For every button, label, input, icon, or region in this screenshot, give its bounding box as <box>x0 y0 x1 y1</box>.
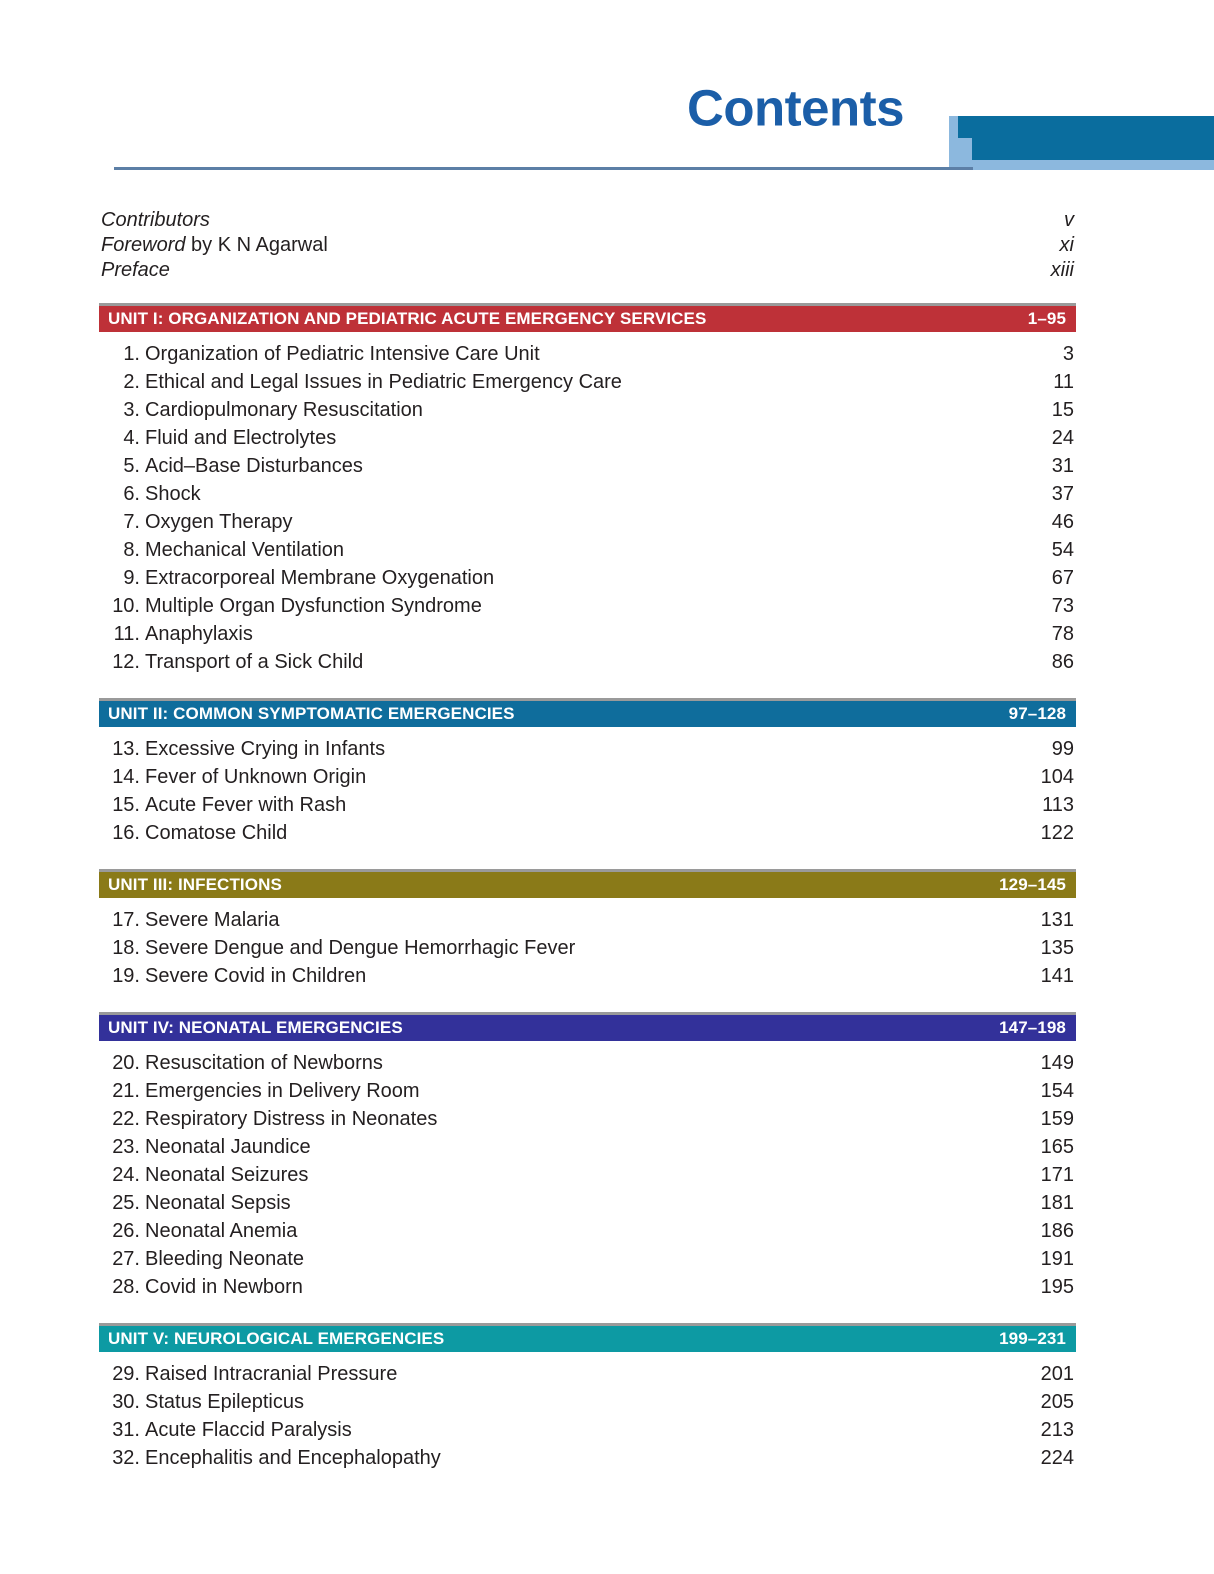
chapter-page-number: 15 <box>1051 399 1074 421</box>
chapter-title: Comatose Child <box>145 822 288 844</box>
chapter-title: Mechanical Ventilation <box>145 539 345 561</box>
chapter-row[interactable] <box>99 906 1076 934</box>
chapter-row[interactable] <box>99 962 1076 990</box>
chapter-number: 3. <box>123 399 140 421</box>
chapter-title: Neonatal Jaundice <box>145 1136 311 1158</box>
unit-page-range: 1–95 <box>1027 309 1066 328</box>
chapter-row[interactable] <box>99 1189 1076 1217</box>
frontmatter-row[interactable] <box>99 233 1076 258</box>
chapter-number: 10. <box>112 595 140 617</box>
chapter-page-number: 201 <box>1040 1363 1074 1385</box>
chapter-number: 20. <box>112 1052 140 1074</box>
chapter-row[interactable] <box>99 1245 1076 1273</box>
frontmatter-row[interactable] <box>99 258 1076 283</box>
chapter-title: Bleeding Neonate <box>145 1248 305 1270</box>
header-rule <box>114 167 973 170</box>
unit-page-range: 129–145 <box>999 875 1066 894</box>
page-title: Contents <box>687 79 904 137</box>
page-header <box>0 0 1214 178</box>
chapter-list <box>99 1360 1076 1472</box>
chapter-row[interactable] <box>99 1105 1076 1133</box>
frontmatter-list <box>99 208 1076 283</box>
chapter-page-number: 195 <box>1040 1276 1074 1298</box>
chapter-title: Emergencies in Delivery Room <box>145 1080 420 1102</box>
chapter-page-number: 165 <box>1040 1136 1074 1158</box>
chapter-row[interactable] <box>99 1388 1076 1416</box>
chapter-page-number: 149 <box>1040 1052 1074 1074</box>
chapter-number: 32. <box>112 1447 140 1469</box>
chapter-row[interactable] <box>99 791 1076 819</box>
chapter-title: Extracorporeal Membrane Oxygenation <box>145 567 495 589</box>
chapter-title: Fluid and Electrolytes <box>145 427 337 449</box>
chapter-page-number: 37 <box>1051 483 1074 505</box>
chapter-page-number: 3 <box>1062 343 1074 365</box>
chapter-page-number: 191 <box>1040 1248 1074 1270</box>
chapter-row[interactable] <box>99 340 1076 368</box>
header-decoration-dark-block <box>949 116 1214 160</box>
chapter-page-number: 67 <box>1051 567 1074 589</box>
chapter-row[interactable] <box>99 1161 1076 1189</box>
chapter-number: 8. <box>123 539 140 561</box>
chapter-page-number: 171 <box>1040 1164 1074 1186</box>
chapter-row[interactable] <box>99 424 1076 452</box>
chapter-page-number: 24 <box>1051 427 1074 449</box>
chapter-list <box>99 735 1076 847</box>
chapter-row[interactable] <box>99 480 1076 508</box>
unit-header-bar[interactable] <box>99 1015 1076 1041</box>
frontmatter-page-number: xiii <box>1050 259 1074 281</box>
chapter-page-number: 46 <box>1051 511 1074 533</box>
frontmatter-title: Preface <box>101 259 170 281</box>
chapter-row[interactable] <box>99 1273 1076 1301</box>
chapter-number: 1. <box>123 343 140 365</box>
chapter-number: 14. <box>112 766 140 788</box>
chapter-row[interactable] <box>99 1133 1076 1161</box>
chapter-number: 11. <box>113 623 140 645</box>
chapter-number: 25. <box>112 1192 140 1214</box>
chapter-title: Excessive Crying in Infants <box>145 738 386 760</box>
chapter-title: Acute Flaccid Paralysis <box>145 1419 352 1441</box>
chapter-row[interactable] <box>99 1416 1076 1444</box>
unit-header-bar[interactable] <box>99 306 1076 332</box>
unit-header-bar[interactable] <box>99 872 1076 898</box>
frontmatter-row[interactable] <box>99 208 1076 233</box>
chapter-row[interactable] <box>99 452 1076 480</box>
chapter-title: Oxygen Therapy <box>145 511 293 533</box>
unit-page-range: 199–231 <box>999 1329 1066 1348</box>
chapter-title: Severe Dengue and Dengue Hemorrhagic Fever <box>145 937 576 959</box>
chapter-number: 12. <box>112 651 140 673</box>
chapter-number: 31. <box>112 1419 140 1441</box>
chapter-number: 24. <box>112 1164 140 1186</box>
chapter-title: Cardiopulmonary Resuscitation <box>145 399 423 421</box>
unit-title: UNIT II: COMMON SYMPTOMATIC EMERGENCIES <box>108 704 515 723</box>
unit-section <box>99 303 1076 676</box>
chapter-row[interactable] <box>99 620 1076 648</box>
chapter-row[interactable] <box>99 1360 1076 1388</box>
chapter-number: 15. <box>112 794 140 816</box>
chapter-page-number: 224 <box>1040 1447 1074 1469</box>
chapter-page-number: 131 <box>1040 909 1074 931</box>
chapter-page-number: 135 <box>1040 937 1074 959</box>
unit-title: UNIT IV: NEONATAL EMERGENCIES <box>108 1018 403 1037</box>
chapter-title: Neonatal Sepsis <box>145 1192 291 1214</box>
chapter-list <box>99 906 1076 990</box>
chapter-page-number: 213 <box>1040 1419 1074 1441</box>
chapter-page-number: 86 <box>1051 651 1074 673</box>
chapter-number: 30. <box>112 1391 140 1413</box>
chapter-row[interactable] <box>99 763 1076 791</box>
chapter-title: Severe Malaria <box>145 909 280 931</box>
unit-title: UNIT I: ORGANIZATION AND PEDIATRIC ACUTE EMERGENCY SERVICES <box>108 309 707 328</box>
header-decoration-pale-sliver <box>949 116 958 139</box>
frontmatter-title: Contributors <box>101 209 210 231</box>
chapter-title: Severe Covid in Children <box>145 965 367 987</box>
chapter-title: Transport of a Sick Child <box>145 651 364 673</box>
unit-title: UNIT V: NEUROLOGICAL EMERGENCIES <box>108 1329 445 1348</box>
chapter-row[interactable] <box>99 1217 1076 1245</box>
chapter-row[interactable] <box>99 735 1076 763</box>
unit-title: UNIT III: INFECTIONS <box>108 875 282 894</box>
chapter-page-number: 78 <box>1051 623 1074 645</box>
chapter-title: Covid in Newborn <box>145 1276 303 1298</box>
chapter-number: 21. <box>112 1080 140 1102</box>
chapter-number: 29. <box>112 1363 140 1385</box>
chapter-page-number: 11 <box>1053 371 1074 393</box>
chapter-number: 4. <box>123 427 140 449</box>
chapter-title: Acid–Base Disturbances <box>145 455 363 477</box>
chapter-number: 19. <box>112 965 140 987</box>
chapter-title: Neonatal Seizures <box>145 1164 309 1186</box>
unit-section <box>99 869 1076 990</box>
chapter-row[interactable] <box>99 508 1076 536</box>
chapter-title: Organization of Pediatric Intensive Care Unit <box>145 343 540 365</box>
chapter-title: Fever of Unknown Origin <box>145 766 367 788</box>
chapter-row[interactable] <box>99 819 1076 847</box>
unit-section <box>99 1012 1076 1301</box>
chapter-number: 16. <box>112 822 140 844</box>
chapter-list <box>99 1049 1076 1301</box>
chapter-title: Neonatal Anemia <box>145 1220 298 1242</box>
chapter-page-number: 141 <box>1040 965 1074 987</box>
chapter-number: 26. <box>112 1220 140 1242</box>
chapter-title: Shock <box>145 483 201 505</box>
chapter-number: 5. <box>123 455 140 477</box>
chapter-number: 9. <box>123 567 140 589</box>
unit-section <box>99 698 1076 847</box>
unit-page-range: 147–198 <box>999 1018 1066 1037</box>
unit-page-range: 97–128 <box>1008 704 1066 723</box>
chapter-title: Multiple Organ Dysfunction Syndrome <box>145 595 482 617</box>
header-decoration-pale-square <box>949 138 972 167</box>
chapter-page-number: 73 <box>1051 595 1074 617</box>
chapter-page-number: 99 <box>1051 738 1074 760</box>
chapter-number: 6. <box>123 483 140 505</box>
chapter-row[interactable] <box>99 368 1076 396</box>
unit-header-bar[interactable] <box>99 1326 1076 1352</box>
frontmatter-page-number: xi <box>1059 234 1074 256</box>
chapter-number: 27. <box>112 1248 140 1270</box>
chapter-page-number: 181 <box>1040 1192 1074 1214</box>
chapter-title: Encephalitis and Encephalopathy <box>145 1447 441 1469</box>
unit-list <box>99 303 1076 1472</box>
chapter-page-number: 205 <box>1040 1391 1074 1413</box>
chapter-row[interactable] <box>99 648 1076 676</box>
chapter-title: Anaphylaxis <box>145 623 253 645</box>
chapter-title: Ethical and Legal Issues in Pediatric Emergency Care <box>145 371 622 393</box>
chapter-row[interactable] <box>99 1049 1076 1077</box>
chapter-page-number: 113 <box>1042 794 1074 816</box>
chapter-number: 28. <box>112 1276 140 1298</box>
chapter-title: Resuscitation of Newborns <box>145 1052 383 1074</box>
chapter-title: Acute Fever with Rash <box>145 794 347 816</box>
chapter-page-number: 154 <box>1040 1080 1074 1102</box>
chapter-row[interactable] <box>99 592 1076 620</box>
frontmatter-title: Foreword by K N Agarwal <box>101 234 328 256</box>
chapter-row[interactable] <box>99 1444 1076 1472</box>
chapter-title: Status Epilepticus <box>145 1391 304 1413</box>
toc-content <box>99 208 1076 1472</box>
chapter-page-number: 31 <box>1051 455 1074 477</box>
frontmatter-page-number: v <box>1064 209 1074 231</box>
chapter-number: 2. <box>123 371 140 393</box>
chapter-title: Respiratory Distress in Neonates <box>145 1108 438 1130</box>
chapter-row[interactable] <box>99 1077 1076 1105</box>
chapter-page-number: 54 <box>1051 539 1074 561</box>
chapter-page-number: 186 <box>1040 1220 1074 1242</box>
chapter-list <box>99 340 1076 676</box>
frontmatter-title-suffix: by K N Agarwal <box>185 234 328 256</box>
chapter-number: 23. <box>112 1136 140 1158</box>
chapter-number: 17. <box>112 909 140 931</box>
chapter-row[interactable] <box>99 934 1076 962</box>
unit-header-bar[interactable] <box>99 701 1076 727</box>
chapter-number: 18. <box>112 937 140 959</box>
header-decoration-pale-bar <box>972 160 1214 170</box>
chapter-row[interactable] <box>99 564 1076 592</box>
chapter-row[interactable] <box>99 536 1076 564</box>
chapter-number: 13. <box>112 738 140 760</box>
unit-section <box>99 1323 1076 1472</box>
chapter-page-number: 104 <box>1040 766 1074 788</box>
chapter-page-number: 159 <box>1040 1108 1074 1130</box>
chapter-page-number: 122 <box>1040 822 1074 844</box>
chapter-row[interactable] <box>99 396 1076 424</box>
chapter-number: 22. <box>112 1108 140 1130</box>
chapter-title: Raised Intracranial Pressure <box>145 1363 398 1385</box>
chapter-number: 7. <box>123 511 140 533</box>
